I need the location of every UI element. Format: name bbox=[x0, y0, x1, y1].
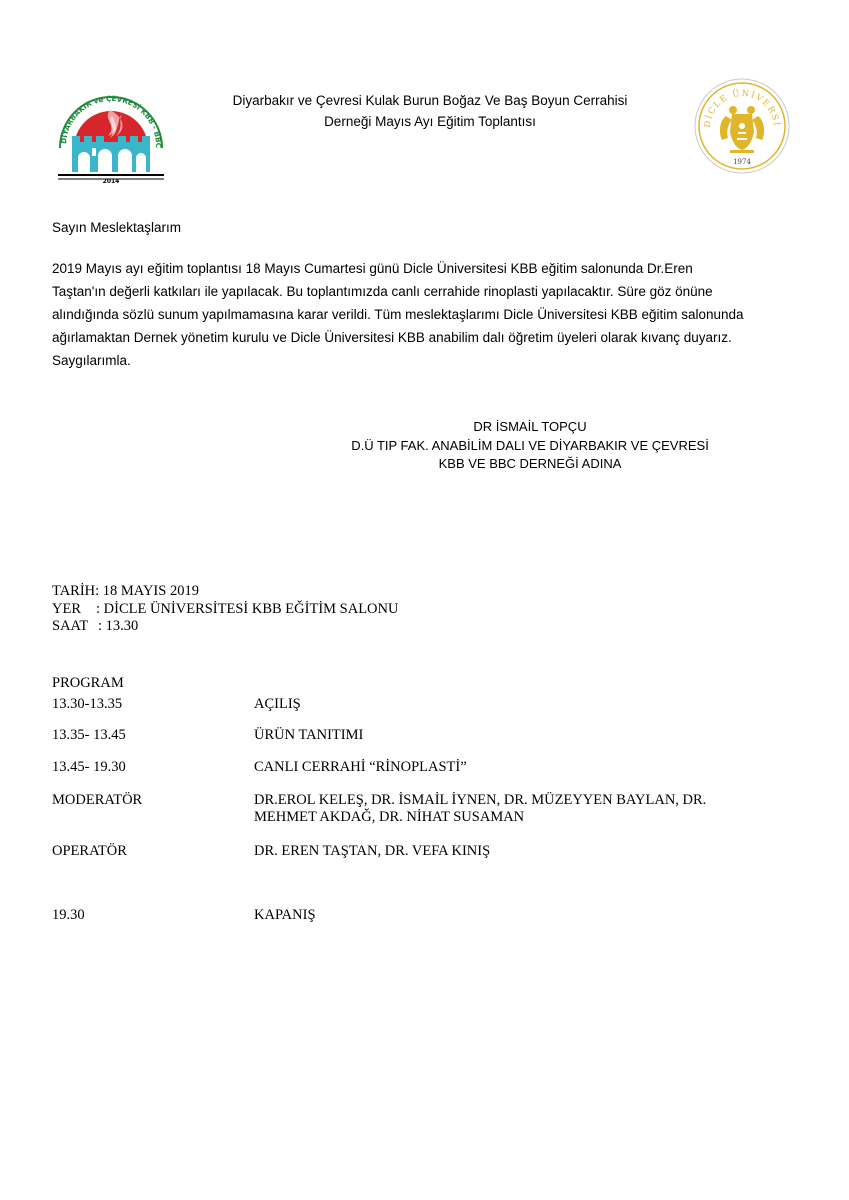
program-item bbox=[254, 727, 774, 744]
program-item bbox=[254, 907, 774, 924]
event-date-row bbox=[52, 583, 398, 601]
program-item-line: DR.EROL KELEŞ, DR. İSMAİL İYNEN, DR. MÜZEYYEN BAYLAN, DR. bbox=[254, 792, 707, 808]
header-title bbox=[170, 90, 690, 132]
program-time: 19.30 bbox=[52, 907, 85, 923]
event-info bbox=[52, 583, 398, 636]
program-item bbox=[254, 792, 774, 826]
body-line: ağırlamaktan Dernek yönetim kurulu ve Dicle Üniversitesi KBB anabilim dalı öğretim üyeleri olarak kıvanç duyarız. bbox=[52, 330, 732, 345]
event-time-row bbox=[52, 618, 398, 636]
header-title-line-2: Derneği Mayıs Ayı Eğitim Toplantısı bbox=[324, 114, 536, 129]
program-item bbox=[254, 843, 774, 860]
body-line: Saygılarımla. bbox=[52, 353, 131, 368]
program-heading: PROGRAM bbox=[52, 675, 124, 691]
event-place-value: : DİCLE ÜNİVERSİTESİ KBB EĞİTİM SALONU bbox=[96, 600, 399, 617]
signature-name: DR İSMAİL TOPÇU bbox=[473, 419, 587, 434]
signature-affiliation: D.Ü TIP FAK. ANABİLİM DALI VE DİYARBAKIR VE ÇEVRESİ bbox=[351, 437, 709, 453]
university-seal bbox=[692, 76, 792, 176]
event-date-value: : 18 MAYIS 2019 bbox=[95, 583, 199, 599]
program-item bbox=[254, 759, 774, 776]
program-time: 13.45- 19.30 bbox=[52, 759, 126, 775]
university-seal-year: 1974 bbox=[733, 158, 751, 166]
program-section bbox=[52, 675, 812, 923]
program-item-line: KAPANIŞ bbox=[254, 907, 316, 923]
salutation: Sayın Meslektaşlarım bbox=[52, 220, 182, 235]
program-item-line: ÜRÜN TANITIMI bbox=[254, 727, 364, 743]
event-place-row bbox=[52, 601, 398, 619]
association-logo-arc-text: DİYARBAKIR ve ÇEVRESİ KBB - BBC bbox=[58, 93, 164, 149]
event-date-label: TARİH bbox=[52, 583, 96, 599]
program-time: 13.30-13.35 bbox=[52, 696, 123, 712]
program-time: MODERATÖR bbox=[52, 792, 143, 808]
university-seal-arc-text: DİCLE ÜNİVERSİ bbox=[702, 88, 782, 129]
event-time-label: SAAT bbox=[52, 618, 89, 634]
body-line: 2019 Mayıs ayı eğitim toplantısı 18 Mayıs Cumartesi günü Dicle Üniversitesi KBB eğitim salonunda Dr.Eren bbox=[52, 261, 693, 276]
program-item bbox=[254, 696, 774, 713]
association-logo bbox=[52, 76, 170, 184]
program-item-line: MEHMET AKDAĞ, DR. NİHAT SUSAMAN bbox=[254, 809, 525, 825]
event-place-label: YER bbox=[52, 600, 81, 617]
program-item-line: CANLI CERRAHİ “RİNOPLASTİ” bbox=[254, 759, 467, 775]
program-time: OPERATÖR bbox=[52, 843, 127, 859]
body-line: alındığında sözlü sunum yapılmamasına karar verildi. Tüm meslektaşlarımı Dicle Üniversitesi KBB eğitim salonunda bbox=[52, 307, 744, 322]
program-time: 13.35- 13.45 bbox=[52, 727, 126, 743]
signature-on-behalf: KBB VE BBC DERNEĞİ ADINA bbox=[438, 456, 622, 471]
program-item-line: DR. EREN TAŞTAN, DR. VEFA KINIŞ bbox=[254, 843, 491, 859]
header-title-line-1: Diyarbakır ve Çevresi Kulak Burun Boğaz Ve Baş Boyun Cerrahisi bbox=[232, 93, 628, 108]
event-time-value: : 13.30 bbox=[98, 618, 139, 634]
body-paragraph bbox=[52, 257, 792, 372]
program-item-line: AÇILIŞ bbox=[254, 696, 301, 712]
body-line: Taştan'ın değerli katkıları ile yapılacak. Bu toplantımızda canlı cerrahide rinoplasti yapılacaktır. Süre göz önüne bbox=[52, 284, 713, 299]
signature-block bbox=[300, 418, 760, 474]
association-logo-year: 2014 bbox=[102, 178, 120, 184]
